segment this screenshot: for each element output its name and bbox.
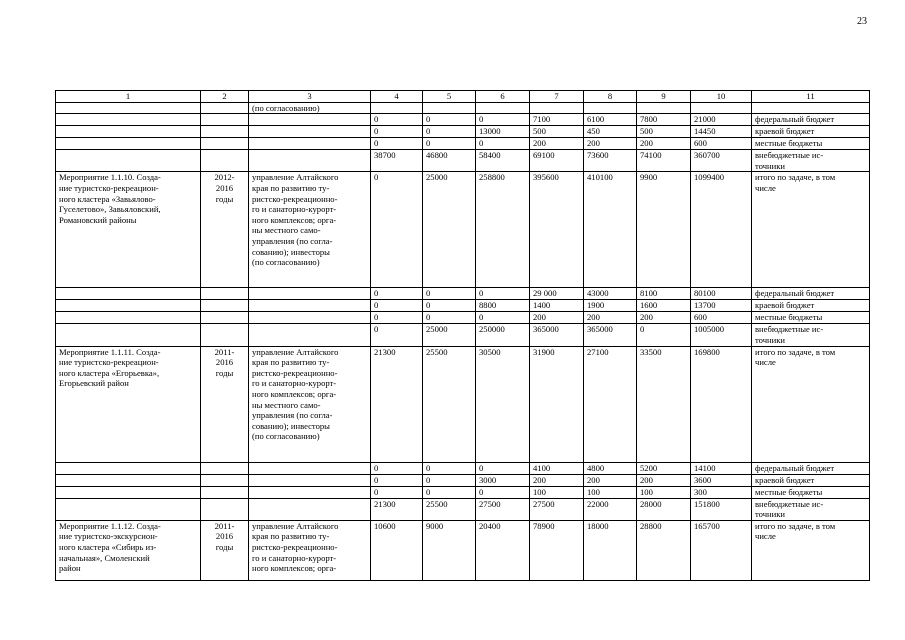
column-number-7: 7 [530,91,584,103]
amount-cell: 4100 [530,462,584,474]
amount-cell: 25000 [423,324,476,346]
empty-cell [249,312,371,324]
amount-cell: 0 [423,114,476,126]
amount-cell: 28800 [637,520,691,580]
amount-cell: 10600 [371,520,423,580]
amount-cell: 27500 [530,498,584,520]
empty-cell [56,324,201,346]
amount-cell [476,102,530,114]
amount-cell: 3000 [476,474,530,486]
empty-cell [201,474,249,486]
amount-cell: 0 [476,312,530,324]
amount-cell: 0 [476,486,530,498]
years-cell [201,102,249,114]
amount-cell: 500 [637,126,691,138]
amount-cell: 200 [530,312,584,324]
amount-cell: 7100 [530,114,584,126]
amount-cell: 600 [691,312,752,324]
amount-cell: 600 [691,138,752,150]
amount-cell: 4800 [584,462,637,474]
empty-cell [249,288,371,300]
amount-cell [584,102,637,114]
amount-cell: 13700 [691,300,752,312]
funding-source-cell: итого по задаче, в том числе [752,172,870,288]
empty-cell [201,126,249,138]
amount-cell: 69100 [530,150,584,172]
amount-cell: 9000 [423,520,476,580]
funding-source-cell: внебюджетные ис- точники [752,150,870,172]
amount-cell: 0 [423,486,476,498]
empty-cell [201,138,249,150]
empty-cell [56,312,201,324]
funding-row [56,126,870,138]
funding-source-cell: краевой бюджет [752,474,870,486]
amount-cell: 21000 [691,114,752,126]
amount-cell: 0 [371,486,423,498]
funding-row [56,300,870,312]
event-row [56,520,870,580]
amount-cell: 258800 [476,172,530,288]
funding-source-cell: итого по задаче, в том числе [752,520,870,580]
empty-cell [56,150,201,172]
funding-source-cell: федеральный бюджет [752,462,870,474]
amount-cell: 21300 [371,498,423,520]
column-number-4: 4 [371,91,423,103]
amount-cell: 73600 [584,150,637,172]
amount-cell: 100 [637,486,691,498]
funding-source-cell: внебюджетные ис- точники [752,324,870,346]
amount-cell: 0 [423,288,476,300]
amount-cell: 3600 [691,474,752,486]
column-number-1: 1 [56,91,201,103]
amount-cell: 21300 [371,346,423,462]
empty-cell [56,498,201,520]
column-number-9: 9 [637,91,691,103]
amount-cell [371,102,423,114]
amount-cell: 200 [584,474,637,486]
amount-cell: 1400 [530,300,584,312]
executor-cell: (по согласованию) [249,102,371,114]
amount-cell: 43000 [584,288,637,300]
empty-cell [201,312,249,324]
years-cell: 2012- 2016 годы [201,172,249,288]
empty-cell [249,462,371,474]
empty-cell [249,126,371,138]
empty-cell [249,114,371,126]
amount-cell: 6100 [584,114,637,126]
column-number-2: 2 [201,91,249,103]
funding-source-cell: внебюджетные ис- точники [752,498,870,520]
amount-cell: 0 [371,462,423,474]
empty-cell [201,324,249,346]
amount-cell: 0 [423,462,476,474]
amount-cell: 5200 [637,462,691,474]
amount-cell: 200 [637,138,691,150]
amount-cell: 80100 [691,288,752,300]
amount-cell: 0 [371,324,423,346]
amount-cell: 500 [530,126,584,138]
amount-cell: 360700 [691,150,752,172]
amount-cell: 7800 [637,114,691,126]
column-number-5: 5 [423,91,476,103]
empty-cell [56,138,201,150]
amount-cell: 410100 [584,172,637,288]
funding-row [56,312,870,324]
amount-cell: 200 [530,138,584,150]
funding-row [56,474,870,486]
event-row [56,102,870,114]
funding-row [56,114,870,126]
amount-cell: 0 [423,126,476,138]
funding-source-cell: местные бюджеты [752,312,870,324]
amount-cell: 0 [423,300,476,312]
amount-cell: 200 [637,474,691,486]
amount-cell: 14450 [691,126,752,138]
funding-source-cell [752,102,870,114]
funding-row [56,324,870,346]
amount-cell: 78900 [530,520,584,580]
amount-cell [530,102,584,114]
amount-cell: 8800 [476,300,530,312]
amount-cell: 0 [371,474,423,486]
empty-cell [201,462,249,474]
empty-cell [201,114,249,126]
column-number-11: 11 [752,91,870,103]
empty-cell [56,486,201,498]
amount-cell: 1600 [637,300,691,312]
header-row [56,91,870,103]
empty-cell [249,486,371,498]
amount-cell: 0 [371,138,423,150]
amount-cell: 100 [530,486,584,498]
funding-row [56,498,870,520]
amount-cell: 29 000 [530,288,584,300]
funding-source-cell: краевой бюджет [752,300,870,312]
amount-cell: 27100 [584,346,637,462]
amount-cell: 0 [371,126,423,138]
amount-cell: 0 [423,474,476,486]
years-cell: 2011- 2016 годы [201,520,249,580]
amount-cell: 151800 [691,498,752,520]
funding-row [56,486,870,498]
funding-source-cell: местные бюджеты [752,486,870,498]
empty-cell [56,300,201,312]
empty-cell [249,324,371,346]
column-number-10: 10 [691,91,752,103]
amount-cell: 300 [691,486,752,498]
amount-cell: 200 [637,312,691,324]
empty-cell [249,300,371,312]
column-number-8: 8 [584,91,637,103]
funding-source-cell: итого по задаче, в том числе [752,346,870,462]
funding-source-cell: федеральный бюджет [752,114,870,126]
amount-cell: 0 [476,138,530,150]
empty-cell [249,150,371,172]
executor-cell: управление Алтайского края по развитию ту- ристско-рекреационно- го и санаторно-курорт- ного комплексов; орга- ны местного само- управления (по согла- сованию); инвесторы (по согласованию) [249,346,371,462]
empty-cell [201,300,249,312]
amount-cell: 74100 [637,150,691,172]
amount-cell: 365000 [584,324,637,346]
amount-cell: 250000 [476,324,530,346]
amount-cell: 22000 [584,498,637,520]
column-number-6: 6 [476,91,530,103]
amount-cell: 25500 [423,346,476,462]
empty-cell [249,474,371,486]
funding-source-cell: федеральный бюджет [752,288,870,300]
amount-cell: 200 [584,312,637,324]
funding-row [56,462,870,474]
empty-cell [249,498,371,520]
empty-cell [56,288,201,300]
amount-cell: 58400 [476,150,530,172]
amount-cell: 25500 [423,498,476,520]
amount-cell: 9900 [637,172,691,288]
amount-cell: 18000 [584,520,637,580]
executor-cell: управление Алтайского края по развитию ту- ристско-рекреационно- го и санаторно-курорт- ного комплексов; орга- ны местного само- управления (по согла- сованию); инвесторы (по согласованию) [249,172,371,288]
amount-cell: 395600 [530,172,584,288]
empty-cell [201,498,249,520]
amount-cell: 1900 [584,300,637,312]
event-name-cell [56,102,201,114]
amount-cell: 1005000 [691,324,752,346]
empty-cell [201,150,249,172]
amount-cell: 0 [371,172,423,288]
amount-cell: 20400 [476,520,530,580]
funding-row [56,138,870,150]
amount-cell: 33500 [637,346,691,462]
funding-source-cell: краевой бюджет [752,126,870,138]
executor-cell: управление Алтайского края по развитию ту- ристско-рекреационно- го и санаторно-курорт- ного комплексов; орга- [249,520,371,580]
empty-cell [201,288,249,300]
amount-cell: 30500 [476,346,530,462]
amount-cell [423,102,476,114]
amount-cell [637,102,691,114]
amount-cell: 0 [371,114,423,126]
amount-cell: 28000 [637,498,691,520]
amount-cell: 13000 [476,126,530,138]
amount-cell: 0 [637,324,691,346]
amount-cell: 100 [584,486,637,498]
empty-cell [56,474,201,486]
amount-cell: 0 [423,138,476,150]
amount-cell: 8100 [637,288,691,300]
funding-row [56,150,870,172]
amount-cell: 46800 [423,150,476,172]
amount-cell: 1099400 [691,172,752,288]
amount-cell: 200 [530,474,584,486]
amount-cell: 365000 [530,324,584,346]
amount-cell: 200 [584,138,637,150]
amount-cell: 450 [584,126,637,138]
amount-cell: 0 [476,288,530,300]
amount-cell: 0 [371,300,423,312]
amount-cell: 0 [476,462,530,474]
event-row [56,346,870,462]
amount-cell: 0 [371,288,423,300]
amount-cell: 0 [371,312,423,324]
amount-cell: 169800 [691,346,752,462]
empty-cell [201,486,249,498]
amount-cell: 25000 [423,172,476,288]
funding-table [55,90,870,581]
event-row [56,172,870,288]
amount-cell: 38700 [371,150,423,172]
funding-source-cell: местные бюджеты [752,138,870,150]
amount-cell: 165700 [691,520,752,580]
years-cell: 2011- 2016 годы [201,346,249,462]
column-number-3: 3 [249,91,371,103]
empty-cell [56,126,201,138]
page-number: 23 [857,16,867,27]
funding-row [56,288,870,300]
amount-cell: 14100 [691,462,752,474]
amount-cell: 0 [476,114,530,126]
empty-cell [56,114,201,126]
event-name-cell: Мероприятие 1.1.11. Созда- ние туристско-рекреацион- ного кластера «Егорьевка», Егорьевский район [56,346,201,462]
empty-cell [249,138,371,150]
amount-cell: 0 [423,312,476,324]
amount-cell [691,102,752,114]
empty-cell [56,462,201,474]
amount-cell: 31900 [530,346,584,462]
event-name-cell: Мероприятие 1.1.10. Созда- ние туристско-рекреацион- ного кластера «Завьялово- Гуселетово», Завьяловский, Романовский районы [56,172,201,288]
amount-cell: 27500 [476,498,530,520]
event-name-cell: Мероприятие 1.1.12. Созда- ние туристско-экскурсион- ного кластера «Сибирь из- начальная», Смоленский район [56,520,201,580]
